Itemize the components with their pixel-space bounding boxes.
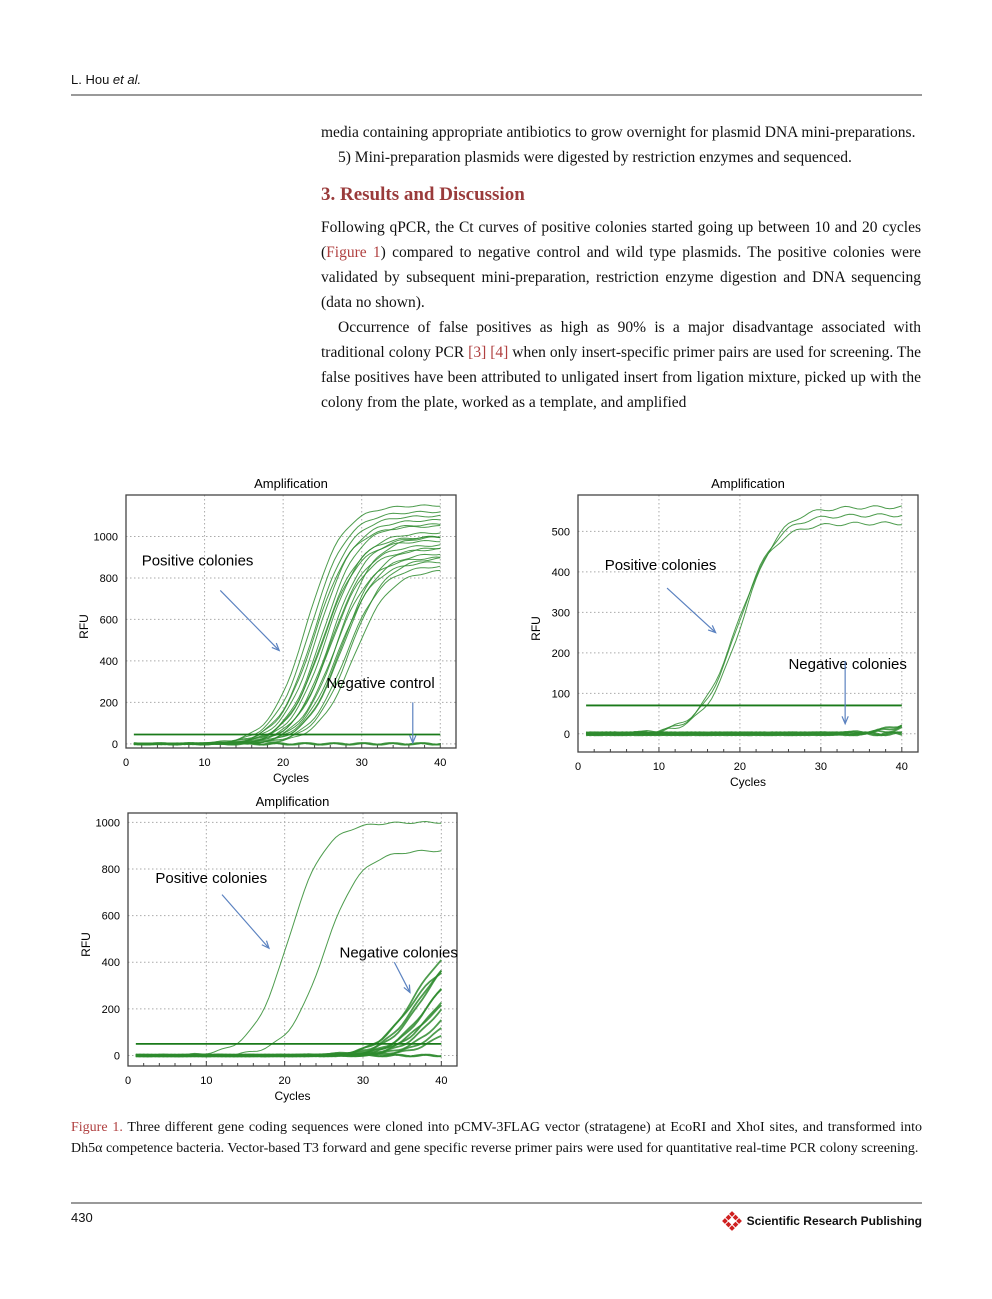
y-tick-label: 500 — [551, 526, 570, 539]
y-tick-label: 800 — [101, 863, 120, 876]
y-tick-label: 300 — [551, 607, 570, 620]
x-tick-label: 30 — [814, 761, 827, 773]
negative-curve — [136, 989, 442, 1057]
chart-1 — [77, 476, 456, 785]
caption-text: Three different gene coding sequences were cloned into pCMV-3FLAG vector (stratagene) at EcoRI and XhoI sites, and transformed into Dh5α competence bacteria. Vector-based T3 forward and gene specific reverse primer pairs were used for quantitative real-time PCR colony screening. — [71, 1120, 922, 1156]
publisher-name: Scientific Research Publishing — [746, 1214, 922, 1228]
x-axis-label: Cycles — [274, 1089, 311, 1103]
footer-rule — [71, 1202, 922, 1204]
x-tick-label: 0 — [124, 1075, 132, 1087]
chart-title: Amplification — [711, 476, 785, 491]
text: when only insert-specific primer pairs are used for screening. The false positives have been attributed to unligated insert from ligation mixture, picked up with the colony from the plate, worked as a template, and amplified — [321, 344, 922, 411]
positive-curve — [134, 545, 440, 745]
x-tick-label: 40 — [434, 757, 447, 769]
publisher-diamond-icon — [722, 1211, 742, 1231]
et-al: et al. — [112, 72, 142, 87]
author: L. Hou — [71, 72, 113, 87]
annotation-label: Positive colonies — [141, 552, 254, 570]
chart-title: Amplification — [254, 476, 328, 491]
x-tick-label: 20 — [733, 761, 747, 773]
y-tick-label: 0 — [113, 1050, 120, 1063]
publisher-logo — [722, 1211, 922, 1231]
x-tick-label: 10 — [198, 757, 211, 769]
y-tick-label: 0 — [111, 738, 118, 751]
annotation-label: Negative colonies — [788, 656, 907, 674]
plot-frame — [578, 495, 918, 752]
arrow-icon — [220, 590, 279, 650]
y-tick-label: 200 — [551, 647, 570, 660]
y-tick-label: 400 — [551, 566, 570, 579]
section-heading: 3. Results and Discussion — [321, 184, 525, 205]
x-tick-label: 10 — [652, 761, 666, 773]
text: ) compared to negative control and wild type plasmids. The positive colonies were validated by subsequent mini-preparation, restriction enzyme digestion and DNA sequencing (data no shown). — [321, 244, 921, 311]
arrow-icon — [667, 588, 716, 633]
reference-link[interactable]: [4] — [490, 344, 509, 361]
x-tick-label: 40 — [895, 761, 908, 773]
paragraph: media containing appropriate antibiotics to grow overnight for plasmid DNA mini-preparations. — [321, 124, 916, 141]
x-axis-label: Cycles — [272, 771, 310, 785]
page-number: 430 — [71, 1210, 93, 1225]
reference-link[interactable]: [3] — [468, 344, 487, 361]
x-tick-label: 20 — [277, 757, 290, 769]
y-tick-label: 1000 — [93, 531, 118, 544]
annotation-label: Positive colonies — [155, 869, 268, 887]
paragraph: 5) Mini-preparation plasmids were digested by restriction enzymes and sequenced. — [338, 149, 852, 166]
x-tick-label: 20 — [278, 1075, 291, 1087]
negative-curve — [136, 1009, 442, 1056]
y-tick-label: 200 — [101, 1003, 120, 1016]
caption-label: Figure 1. — [71, 1120, 123, 1135]
chart-title: Amplification — [255, 794, 330, 809]
chart-2 — [529, 476, 918, 789]
text: Following qPCR, the Ct curves of positive colonies started going up between 10 and 20 cycles ( — [321, 219, 921, 261]
positive-curve — [136, 822, 442, 1057]
x-tick-label: 0 — [122, 757, 130, 769]
plot-frame — [128, 813, 457, 1066]
figure-caption — [71, 1117, 922, 1159]
positive-curve — [134, 558, 440, 745]
y-tick-label: 0 — [563, 728, 570, 741]
positive-curve — [586, 514, 902, 735]
x-tick-label: 40 — [435, 1075, 448, 1087]
y-tick-label: 400 — [99, 655, 118, 668]
y-axis-label: RFU — [529, 616, 543, 641]
chart-3 — [79, 794, 458, 1103]
y-axis-label: RFU — [77, 614, 91, 639]
arrow-icon — [394, 962, 410, 992]
annotation-label: Positive colonies — [604, 556, 717, 574]
arrow-icon — [222, 895, 269, 949]
x-tick-label: 10 — [200, 1075, 213, 1087]
x-tick-label: 0 — [574, 761, 582, 773]
y-tick-label: 1000 — [95, 817, 120, 830]
positive-curve — [134, 541, 440, 745]
y-axis-label: RFU — [79, 932, 93, 957]
positive-curve — [586, 506, 902, 736]
y-tick-label: 400 — [101, 957, 120, 970]
y-tick-label: 600 — [99, 614, 118, 627]
positive-curve — [586, 522, 902, 735]
x-tick-label: 30 — [356, 1075, 370, 1087]
x-tick-label: 30 — [355, 757, 368, 769]
y-tick-label: 600 — [101, 910, 120, 923]
text: Occurrence of false positives as high as 90% is a major disadvantage associated with traditional colony PCR — [321, 319, 921, 361]
annotation-label: Negative colonies — [339, 944, 458, 962]
negative-curve — [136, 1003, 442, 1057]
annotation-label: Negative control — [326, 674, 435, 692]
y-tick-label: 800 — [99, 572, 118, 585]
figure-link[interactable]: Figure 1 — [326, 244, 381, 261]
y-tick-label: 200 — [99, 697, 118, 710]
y-tick-label: 100 — [551, 688, 570, 701]
x-axis-label: Cycles — [729, 775, 767, 789]
